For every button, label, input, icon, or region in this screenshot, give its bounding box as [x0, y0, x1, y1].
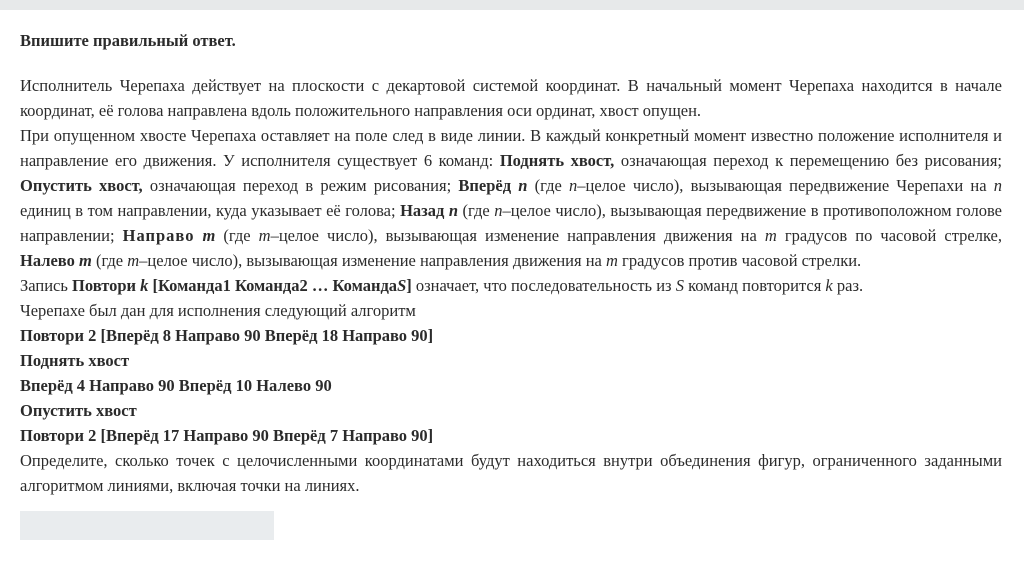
var-k: k [825, 276, 833, 295]
var-m: m [258, 226, 271, 245]
var-n: n [448, 201, 459, 220]
desc-text: означающая переход в режим рисования; [142, 176, 459, 195]
commands-description [20, 123, 1002, 273]
var-n: n [569, 176, 578, 195]
command-back: Назад [400, 201, 445, 220]
command-list-close: ] [406, 276, 412, 295]
var-s: S [675, 276, 684, 295]
algorithm-line: Опустить хвост [20, 401, 137, 420]
var-m: m [78, 251, 92, 270]
algorithm-line: Повтори 2 [Вперёд 8 Направо 90 Вперёд 18 Направо 90] [20, 326, 434, 345]
desc-text: (где [91, 251, 128, 270]
var-n: n [518, 176, 528, 195]
question-text: Определите, сколько точек с целочисленными координатами будут находиться внутри объединения фигур, ограниченного заданными алгоритмом линиями, включая точки на линиях. [20, 451, 1002, 495]
command-left: Налево [20, 251, 75, 270]
var-s: S [397, 276, 407, 295]
desc-text: означающая переход к перемещению без рисования; [614, 151, 1002, 170]
task-content [0, 10, 1024, 540]
desc-text: единиц в том направлении, куда указывает её голова; [20, 201, 401, 220]
answer-input[interactable] [20, 511, 274, 540]
var-n: n [993, 176, 1002, 195]
intro-paragraph: Исполнитель Черепаха действует на плоскости с декартовой системой координат. В начальный момент Черепаха находится в начале координат, её голова направлена вдоль положительного направления оси ординат, хвост опущен. [20, 76, 1002, 120]
var-m: m [127, 251, 140, 270]
command-right: Направо [122, 226, 195, 245]
repeat-description [20, 273, 1002, 298]
task-prompt: Впишите правильный ответ. [20, 31, 236, 50]
var-n: n [494, 201, 503, 220]
repeat-text: означает, что последовательность из [411, 276, 676, 295]
desc-text: –целое число), вызывающая передвижение в противоположном голове направлении; [20, 201, 1002, 245]
repeat-text: Запись [20, 276, 73, 295]
algorithm-line: Вперёд 4 Направо 90 Вперёд 10 Налево 90 [20, 376, 332, 395]
command-pen-down: Опустить хвост, [20, 176, 143, 195]
repeat-text: команд повторится [683, 276, 826, 295]
algorithm-intro: Черепахе был дан для исполнения следующий алгоритм [20, 301, 416, 320]
desc-text: (где [458, 201, 495, 220]
var-m: m [606, 251, 618, 270]
var-k: k [140, 276, 149, 295]
algorithm-line: Повтори 2 [Вперёд 17 Направо 90 Вперёд 7 Направо 90] [20, 426, 434, 445]
top-bar [0, 0, 1024, 10]
desc-text: (где [215, 226, 259, 245]
desc-text: –целое число), вызывающая изменение направления движения на [139, 251, 606, 270]
desc-text: При опущенном хвосте Черепаха оставляет на поле след в виде линии. В каждый конкретный момент известно положение исполнителя и направление его движения. У исполнителя существует 6 команд: [20, 126, 1002, 170]
var-m: m [764, 226, 777, 245]
desc-text: градусов против часовой стрелки. [617, 251, 862, 270]
desc-text: –целое число), вызывающая передвижение Черепахи на [577, 176, 994, 195]
desc-text: –целое число), вызывающая изменение направления движения на [270, 226, 765, 245]
repeat-text: раз. [832, 276, 864, 295]
command-repeat: Повтори [72, 276, 137, 295]
desc-text: (где [527, 176, 570, 195]
command-pen-up: Поднять хвост, [499, 151, 615, 170]
var-m: m [202, 226, 216, 245]
command-list: [Команда1 Команда2 … Команда [152, 276, 398, 295]
algorithm-line: Поднять хвост [20, 351, 130, 370]
command-forward: Вперёд [458, 176, 512, 195]
desc-text: градусов по часовой стрелке, [776, 226, 1003, 245]
